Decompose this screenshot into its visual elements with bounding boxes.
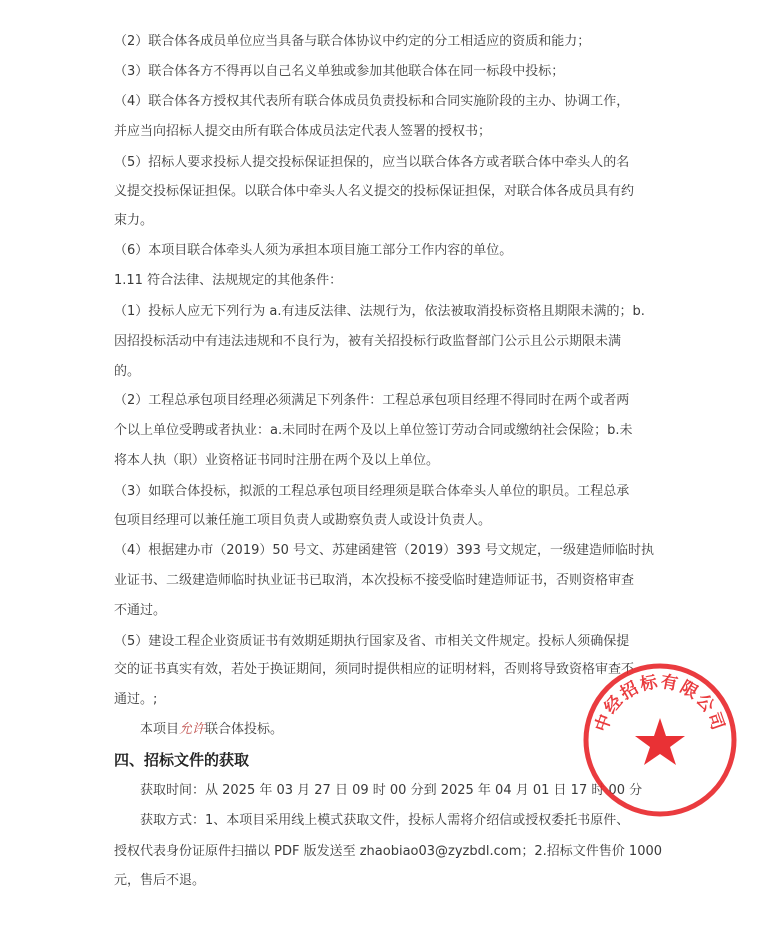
svg-text:中经招标有限公司: 中经招标有限公司: [591, 672, 729, 735]
seal-star-icon: [635, 718, 685, 765]
acquire-method-line: 授权代表身份证原件扫描以 PDF 版发送至 zhaobiao03@zyzbdl.com；2.招标文件售价 1000: [114, 844, 663, 859]
text-line: 1.11 符合法律、法规规定的其他条件：: [114, 273, 343, 288]
section-heading: 四、招标文件的获取: [114, 751, 250, 769]
text-line: 并应当向招标人提交由所有联合体成员法定代表人签署的授权书；: [114, 124, 492, 139]
text-line: （2）工程总承包项目经理必须满足下列条件：工程总承包项目经理不得同时在两个或者两: [114, 393, 630, 408]
acquire-method-line: 元，售后不退。: [114, 873, 206, 888]
text-line: 将本人执（职）业资格证书同时注册在两个及以上单位。: [114, 453, 440, 468]
acquire-time: 获取时间：从 2025 年 03 月 27 日 09 时 00 分到 2025 年 04 月 01 日 17 时 00 分: [140, 783, 643, 798]
consortium-prefix: 本项目: [140, 722, 180, 737]
company-seal-stamp: [580, 660, 740, 820]
consortium-suffix: 联合体投标。: [205, 722, 284, 737]
text-line: 不通过。: [114, 603, 167, 618]
text-line: 因招投标活动中有违法违规和不良行为，被有关招投标行政监督部门公示且公示期限未满: [114, 334, 622, 349]
text-line: 的。: [114, 364, 141, 379]
text-line: （3）联合体各方不得再以自己名义单独或参加其他联合体在同一标段中投标；: [114, 64, 565, 79]
text-line: （5）招标人要求投标人提交投标保证担保的，应当以联合体各方或者联合体中牵头人的名: [114, 155, 630, 170]
text-line: 个以上单位受聘或者执业：a.未同时在两个及以上单位签订劳动合同或缴纳社会保险；b.未: [114, 423, 633, 438]
text-line: （6）本项目联合体牵头人须为承担本项目施工部分工作内容的单位。: [114, 243, 513, 258]
consortium-value: 允许: [179, 722, 206, 737]
text-line: （2）联合体各成员单位应当具备与联合体协议中约定的分工相适应的资质和能力；: [114, 34, 591, 49]
text-line: 通过。;: [114, 692, 158, 707]
text-line: 包项目经理可以兼任施工项目负责人或勘察负责人或设计负责人。: [114, 513, 492, 528]
text-line: （4）根据建办市（2019）50 号文、苏建函建管（2019）393 号文规定，一级建造师临时执: [114, 543, 655, 558]
consortium-line: [140, 722, 283, 738]
text-line: （3）如联合体投标，拟派的工程总承包项目经理须是联合体牵头人单位的职员。工程总承: [114, 484, 630, 499]
text-line: （4）联合体各方授权其代表所有联合体成员负责投标和合同实施阶段的主办、协调工作，: [114, 94, 630, 109]
text-line: 义提交投标保证担保。以联合体中牵头人名义提交的投标保证担保，对联合体各成员具有约: [114, 184, 635, 199]
text-line: （1）投标人应无下列行为 a.有违反法律、法规行为，依法被取消投标资格且期限未满的；b.: [114, 304, 645, 319]
text-line: 束力。: [114, 213, 154, 228]
text-line: 业证书、二级建造师临时执业证书已取消，本次投标不接受临时建造师证书，否则资格审查: [114, 573, 635, 588]
text-line: 交的证书真实有效，若处于换证期间，须同时提供相应的证明材料，否则将导致资格审查不: [114, 662, 635, 677]
text-line: （5）建设工程企业资质证书有效期延期执行国家及省、市相关文件规定。投标人须确保提: [114, 634, 630, 649]
acquire-method-line: 获取方式：1、本项目采用线上模式获取文件，投标人需将介绍信或授权委托书原件、: [140, 813, 630, 828]
